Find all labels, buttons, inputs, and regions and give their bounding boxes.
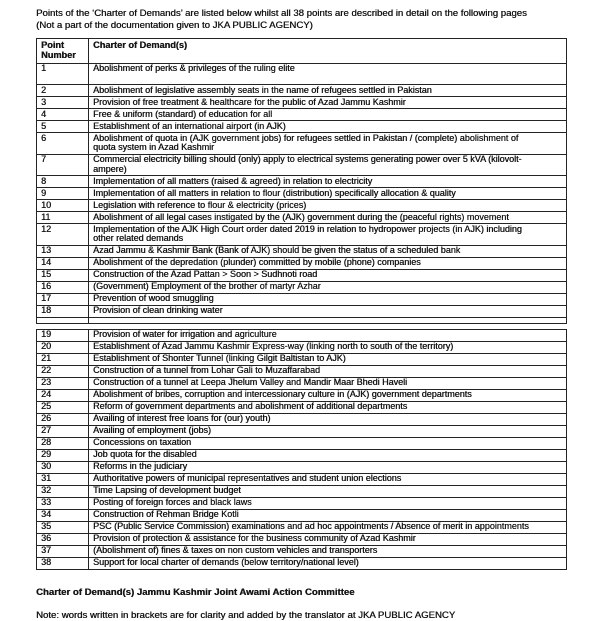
demand-cell: Establishment of Azad Jammu Kashmir Express-way (linking north to south of the territory) (89, 341, 567, 353)
table-row (37, 473, 567, 485)
point-number-cell: 17 (37, 293, 89, 305)
table-row (37, 437, 567, 449)
table-row (37, 269, 567, 281)
point-number-cell: 24 (37, 389, 89, 401)
point-number-cell: 1 (37, 63, 89, 85)
table-row (37, 377, 567, 389)
table-row (37, 121, 567, 133)
demand-cell: Time Lapsing of development budget (89, 485, 567, 497)
point-number-cell (37, 317, 89, 323)
point-number-cell: 2 (37, 85, 89, 97)
point-number-cell: 34 (37, 509, 89, 521)
demand-cell: Reforms in the judiciary (89, 461, 567, 473)
table-row (37, 389, 567, 401)
demand-cell: Availing of interest free loans for (our) youth) (89, 413, 567, 425)
table-row (37, 425, 567, 437)
point-number-cell: 25 (37, 401, 89, 413)
table-row (37, 176, 567, 188)
demand-cell: (Government) Employment of the brother of martyr Azhar (89, 281, 567, 293)
intro-paragraph: Points of the ‘Charter of Demands’ are listed below whilst all 38 points are described in detail on the following pages (Not a part of the documentation given to JKA PUBLIC AGENCY) (36, 8, 527, 31)
demand-cell: Job quota for the disabled (89, 449, 567, 461)
demand-cell: Abolishment of legislative assembly seats in the name of refugees settled in Pakistan (89, 85, 567, 97)
demands-table (36, 38, 567, 324)
table-row (37, 245, 567, 257)
demand-cell: Implementation of all matters in relation to flour (distribution) specifically allocation & quality (89, 188, 567, 200)
demand-cell (89, 317, 567, 323)
table-row (37, 533, 567, 545)
point-number-cell: 6 (37, 133, 89, 155)
table-header-row (37, 39, 567, 64)
table-row (37, 497, 567, 509)
table-row (37, 545, 567, 557)
demand-cell: Abolishment of bribes, corruption and intercessionary culture in (AJK) government departments (89, 389, 567, 401)
point-number-cell: 35 (37, 521, 89, 533)
translator-note: Note: words written in brackets are for clarity and added by the translator at JKA PUBLIC AGENCY (36, 609, 456, 621)
point-number-cell: 10 (37, 200, 89, 212)
point-number-cell: 15 (37, 269, 89, 281)
table-row (37, 365, 567, 377)
point-number-cell: 23 (37, 377, 89, 389)
table-row (37, 485, 567, 497)
demand-cell: Implementation of the AJK High Court order dated 2019 in relation to hydropower projects (in AJK) including other related demands (89, 224, 567, 246)
table-row (37, 97, 567, 109)
table-row (37, 353, 567, 365)
demand-cell: Abolishment of the depredation (plunder) committed by mobile (phone) companies (89, 257, 567, 269)
table-row (37, 281, 567, 293)
table-row (37, 557, 567, 569)
table-row (37, 85, 567, 97)
demand-cell: Abolishment of perks & privileges of the ruling elite (89, 63, 567, 85)
demand-cell: Azad Jammu & Kashmir Bank (Bank of AJK) should be given the status of a scheduled bank (89, 245, 567, 257)
demand-cell: Construction of a tunnel from Lohar Gali to Muzaffarabad (89, 365, 567, 377)
point-number-cell: 36 (37, 533, 89, 545)
point-number-cell: 5 (37, 121, 89, 133)
point-number-cell: 22 (37, 365, 89, 377)
demand-cell: Posting of foreign forces and black laws (89, 497, 567, 509)
demands-table-continued (36, 329, 567, 570)
demand-cell: Abolishment of all legal cases instigated by the (AJK) government during the (peaceful rights) movement (89, 212, 567, 224)
demand-cell: PSC (Public Service Commission) examinations and ad hoc appointments / Absence of merit in appointments (89, 521, 567, 533)
demand-cell: Availing of employment (jobs) (89, 425, 567, 437)
demand-cell: Prevention of wood smuggling (89, 293, 567, 305)
point-number-cell: 38 (37, 557, 89, 569)
table-row (37, 133, 567, 155)
demand-cell: Construction of a tunnel at Leepa Jhelum Valley and Mandir Maar Bhedi Haveli (89, 377, 567, 389)
demand-cell: Reform of government departments and abolishment of additional departments (89, 401, 567, 413)
point-number-cell: 14 (37, 257, 89, 269)
point-number-cell: 28 (37, 437, 89, 449)
table-row (37, 509, 567, 521)
table-row (37, 401, 567, 413)
table-row (37, 109, 567, 121)
point-number-cell: 26 (37, 413, 89, 425)
point-number-cell: 12 (37, 224, 89, 246)
point-number-cell: 37 (37, 545, 89, 557)
demand-cell: (Abolishment of) fines & taxes on non custom vehicles and transporters (89, 545, 567, 557)
table-row (37, 413, 567, 425)
table-row (37, 305, 567, 317)
table-row (37, 188, 567, 200)
column-header-charter: Charter of Demand(s) (89, 39, 567, 64)
point-number-cell: 18 (37, 305, 89, 317)
demand-cell: Implementation of all matters (raised & agreed) in relation to electricity (89, 176, 567, 188)
point-number-cell: 30 (37, 461, 89, 473)
point-number-cell: 33 (37, 497, 89, 509)
table-row (37, 293, 567, 305)
demand-cell: Provision of water for irrigation and agriculture (89, 329, 567, 341)
point-number-cell: 31 (37, 473, 89, 485)
point-number-cell: 7 (37, 154, 89, 176)
committee-line: Charter of Demand(s) Jammu Kashmir Joint Awami Action Committee (36, 586, 355, 598)
point-number-cell: 16 (37, 281, 89, 293)
column-header-point-number: Point Number (37, 39, 89, 64)
demand-cell: Commercial electricity billing should (only) apply to electrical systems generating power over 5 kVA (kilovolt-ampere) (89, 154, 567, 176)
point-number-cell: 8 (37, 176, 89, 188)
point-number-cell: 21 (37, 353, 89, 365)
demand-cell: Provision of free treatment & healthcare for the public of Azad Jammu Kashmir (89, 97, 567, 109)
point-number-cell: 29 (37, 449, 89, 461)
demand-cell: Support for local charter of demands (below territory/national level) (89, 557, 567, 569)
point-number-cell: 32 (37, 485, 89, 497)
point-number-cell: 9 (37, 188, 89, 200)
demand-cell: Construction of the Azad Pattan > Soon > Sudhnoti road (89, 269, 567, 281)
demand-cell: Establishment of Shonter Tunnel (linking Gilgit Baltistan to AJK) (89, 353, 567, 365)
table-row (37, 212, 567, 224)
table-row (37, 449, 567, 461)
demand-cell: Legislation with reference to flour & electricity (prices) (89, 200, 567, 212)
demand-cell: Establishment of an international airport (in AJK) (89, 121, 567, 133)
point-number-cell: 11 (37, 212, 89, 224)
table-row (37, 521, 567, 533)
point-number-cell: 4 (37, 109, 89, 121)
demand-cell: Provision of clean drinking water (89, 305, 567, 317)
demand-cell: Abolishment of quota in (AJK government jobs) for refugees settled in Pakistan / (complete) abolishment of quota system in Azad Kashmir (89, 133, 567, 155)
table-row (37, 154, 567, 176)
point-number-cell: 19 (37, 329, 89, 341)
table-row (37, 257, 567, 269)
point-number-cell: 13 (37, 245, 89, 257)
table-row (37, 224, 567, 246)
demand-cell: Concessions on taxation (89, 437, 567, 449)
point-number-cell: 27 (37, 425, 89, 437)
spacer-row (37, 317, 567, 323)
demand-cell: Authoritative powers of municipal representatives and student union elections (89, 473, 567, 485)
demand-cell: Provision of protection & assistance for the business community of Azad Kashmir (89, 533, 567, 545)
table-row (37, 63, 567, 85)
table-row (37, 341, 567, 353)
table-row (37, 200, 567, 212)
demand-cell: Free & uniform (standard) of education for all (89, 109, 567, 121)
demand-cell: Construction of Rehman Bridge Kotli (89, 509, 567, 521)
point-number-cell: 3 (37, 97, 89, 109)
point-number-cell: 20 (37, 341, 89, 353)
table-row (37, 461, 567, 473)
table-row (37, 329, 567, 341)
